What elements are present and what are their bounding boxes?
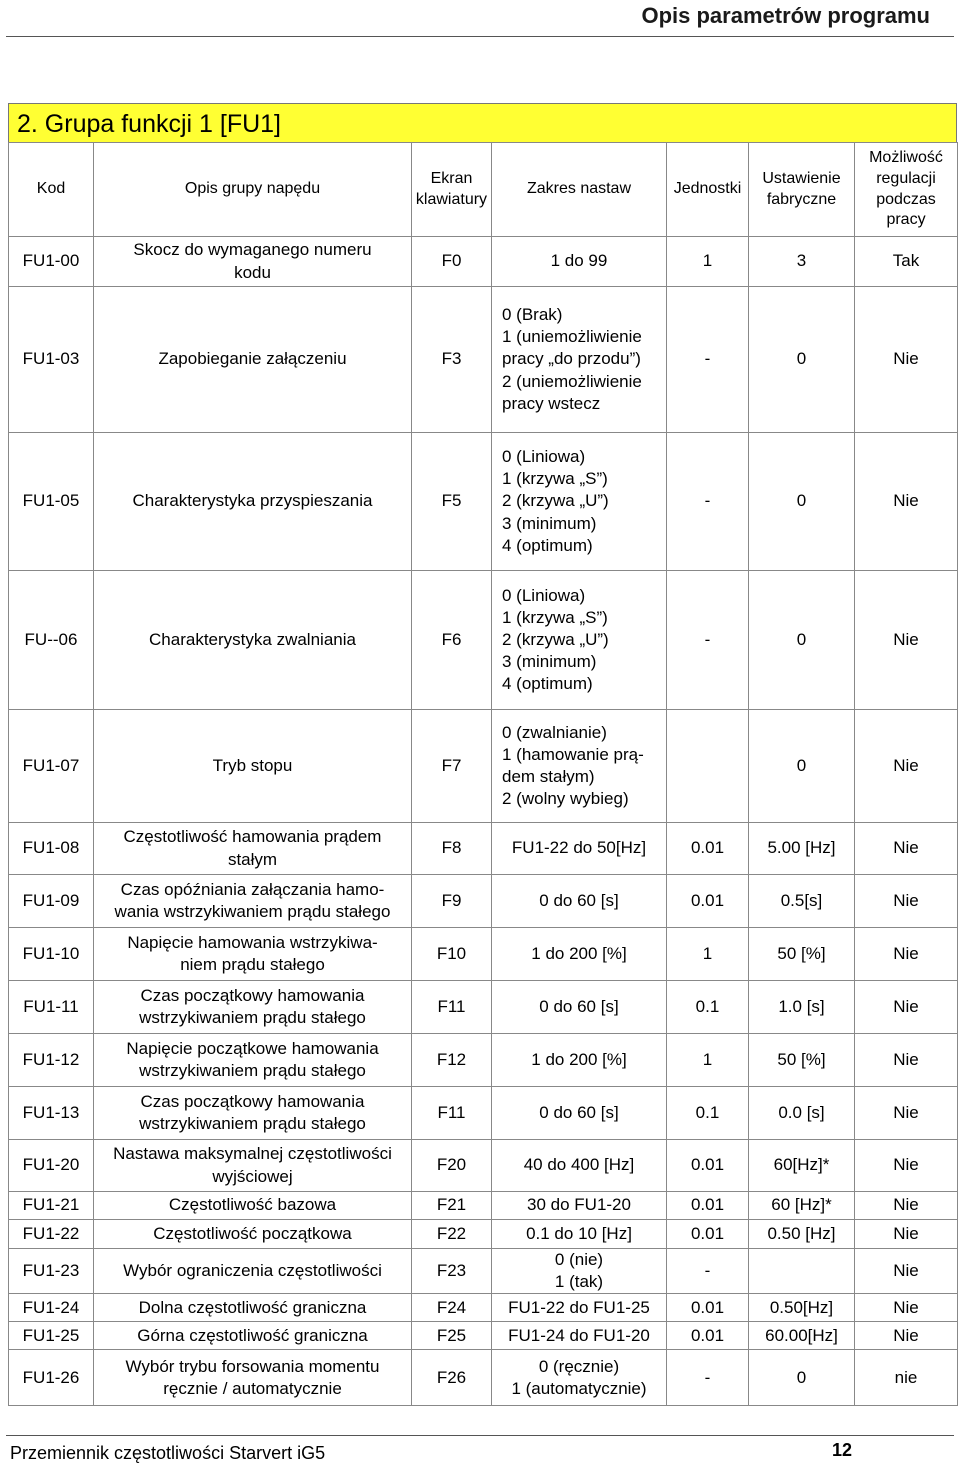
table-row — [9, 433, 958, 571]
cell-keypad: F5 — [412, 433, 492, 571]
cell-keypad: F21 — [412, 1192, 492, 1220]
page-title: Opis parametrów programu — [641, 3, 930, 28]
cell-line: Wybór trybu forsowania momentu — [125, 1356, 380, 1376]
cell-keypad: F3 — [412, 287, 492, 433]
cell-adjust: Nie — [855, 823, 958, 875]
cell-code: FU1-25 — [9, 1322, 94, 1350]
header-range: Zakres nastaw — [492, 143, 667, 237]
cell-desc — [94, 1220, 412, 1249]
cell-adjust: Nie — [855, 928, 958, 981]
table-header-row — [9, 143, 958, 237]
cell-keypad: F25 — [412, 1322, 492, 1350]
cell-range — [492, 1220, 667, 1249]
cell-line: pracy — [886, 211, 926, 229]
cell-keypad: F26 — [412, 1350, 492, 1406]
cell-line: podczas — [876, 190, 936, 208]
cell-unit: - — [667, 1249, 749, 1294]
footer-rule — [6, 1435, 954, 1436]
cell-line: 0.1 do 10 [Hz] — [526, 1223, 632, 1243]
cell-range — [492, 1350, 667, 1406]
cell-desc — [94, 875, 412, 928]
header-rule — [6, 36, 954, 37]
cell-desc — [94, 1249, 412, 1294]
cell-desc — [94, 571, 412, 710]
cell-range — [492, 710, 667, 823]
cell-adjust: Nie — [855, 1249, 958, 1294]
cell-line: dem stałym) — [502, 767, 595, 786]
cell-line: Charakterystyka przyspieszania — [132, 491, 373, 511]
cell-desc — [94, 433, 412, 571]
cell-line: wstrzykiwaniem prądu stałego — [139, 1061, 366, 1080]
cell-code: FU1-13 — [9, 1087, 94, 1140]
cell-line: 2 (uniemożliwienie — [502, 371, 642, 391]
cell-line: 1 do 99 — [550, 251, 608, 271]
cell-keypad: F7 — [412, 710, 492, 823]
table-row — [9, 875, 958, 928]
cell-line: 0 (Liniowa) — [502, 447, 586, 467]
cell-code: FU1-24 — [9, 1294, 94, 1322]
cell-keypad: F20 — [412, 1140, 492, 1192]
cell-range — [492, 433, 667, 571]
cell-adjust: Nie — [855, 981, 958, 1034]
cell-line: Częstotliwość początkowa — [153, 1223, 352, 1243]
cell-default: 0.5[s] — [749, 875, 855, 928]
cell-code: FU1-12 — [9, 1034, 94, 1087]
header-keypad — [412, 143, 492, 237]
cell-code: FU1-21 — [9, 1192, 94, 1220]
cell-line: Nastawa maksymalnej częstotliwości — [113, 1144, 392, 1164]
cell-line: 1 (krzywa „S”) — [502, 607, 608, 627]
cell-line: Częstotliwość hamowania prądem — [123, 827, 382, 847]
cell-default: 3 — [749, 237, 855, 287]
cell-line: 2 (krzywa „U”) — [502, 491, 609, 511]
header-unit: Jednostki — [667, 143, 749, 237]
cell-line: FU1-22 do FU1-25 — [508, 1297, 650, 1317]
cell-range — [492, 928, 667, 981]
section-title: 2. Grupa funkcji 1 [FU1] — [17, 110, 282, 138]
table-row — [9, 823, 958, 875]
cell-default: 0 — [749, 1350, 855, 1406]
cell-default: 0 — [749, 710, 855, 823]
cell-desc — [94, 1294, 412, 1322]
cell-range — [492, 1087, 667, 1140]
cell-range — [492, 875, 667, 928]
cell-code: FU1-20 — [9, 1140, 94, 1192]
cell-line: 1 do 200 [%] — [531, 943, 627, 963]
cell-unit: 0.1 — [667, 1087, 749, 1140]
cell-line: pracy „do przodu”) — [502, 349, 641, 369]
cell-line: 2 (krzywa „U”) — [502, 629, 609, 649]
table-row — [9, 928, 958, 981]
cell-keypad: F23 — [412, 1249, 492, 1294]
cell-unit: 1 — [667, 1034, 749, 1087]
cell-code: FU--06 — [9, 571, 94, 710]
cell-keypad: F9 — [412, 875, 492, 928]
cell-desc — [94, 928, 412, 981]
cell-adjust: Tak — [855, 237, 958, 287]
table-row — [9, 1350, 958, 1406]
cell-range — [492, 1322, 667, 1350]
cell-default: 50 [%] — [749, 928, 855, 981]
cell-adjust: Nie — [855, 1034, 958, 1087]
header-adjust — [855, 143, 958, 237]
cell-unit: 1 — [667, 928, 749, 981]
table-row — [9, 1192, 958, 1220]
cell-default: 5.00 [Hz] — [749, 823, 855, 875]
cell-default: 0.50 [Hz] — [749, 1220, 855, 1249]
cell-line: wyjściowej — [212, 1166, 293, 1186]
cell-keypad: F12 — [412, 1034, 492, 1087]
cell-adjust: Nie — [855, 1087, 958, 1140]
cell-line: klawiatury — [415, 190, 488, 208]
cell-line: Skocz do wymaganego numeru — [133, 240, 372, 260]
cell-keypad: F22 — [412, 1220, 492, 1249]
cell-desc — [94, 287, 412, 433]
cell-line: Czas początkowy hamowania — [140, 985, 365, 1005]
cell-range — [492, 1192, 667, 1220]
cell-adjust: Nie — [855, 875, 958, 928]
cell-line: pracy wstecz — [502, 393, 601, 413]
table-row — [9, 1294, 958, 1322]
table-row — [9, 1322, 958, 1350]
cell-keypad: F10 — [412, 928, 492, 981]
cell-range — [492, 237, 667, 287]
cell-code: FU1-08 — [9, 823, 94, 875]
cell-line: 1 (hamowanie prą- — [502, 744, 644, 764]
table-row — [9, 287, 958, 433]
cell-adjust: Nie — [855, 710, 958, 823]
cell-range — [492, 1140, 667, 1192]
table-row — [9, 1220, 958, 1249]
table-row — [9, 237, 958, 287]
cell-unit: 1 — [667, 237, 749, 287]
cell-keypad: F8 — [412, 823, 492, 875]
cell-code: FU1-03 — [9, 287, 94, 433]
cell-line: wania wstrzykiwaniem prądu stałego — [114, 902, 391, 921]
cell-unit: 0.01 — [667, 1220, 749, 1249]
cell-line: 1 (automatycznie) — [511, 1378, 647, 1398]
cell-line: 1 do 200 [%] — [531, 1049, 627, 1069]
cell-range — [492, 287, 667, 433]
cell-desc — [94, 1350, 412, 1406]
cell-adjust: nie — [855, 1350, 958, 1406]
cell-default: 0 — [749, 571, 855, 710]
cell-line: 3 (minimum) — [502, 652, 597, 672]
cell-line: 4 (optimum) — [502, 535, 593, 555]
table-row — [9, 981, 958, 1034]
cell-line: 4 (optimum) — [502, 674, 593, 694]
cell-unit: 0.01 — [667, 1192, 749, 1220]
cell-line: 0 (Liniowa) — [502, 585, 586, 605]
header-code: Kod — [9, 143, 94, 237]
cell-line: Częstotliwość bazowa — [168, 1195, 337, 1215]
cell-unit — [667, 710, 749, 823]
cell-line: 2 (wolny wybieg) — [502, 789, 629, 809]
cell-line: Górna częstotliwość graniczna — [137, 1325, 368, 1345]
cell-adjust: Nie — [855, 1220, 958, 1249]
cell-line: 0 (zwalnianie) — [502, 722, 607, 742]
cell-code: FU1-23 — [9, 1249, 94, 1294]
table-row — [9, 571, 958, 710]
cell-unit: 0.1 — [667, 981, 749, 1034]
table-row — [9, 1087, 958, 1140]
footer-model: Przemiennik częstotliwości Starvert iG5 — [10, 1443, 326, 1463]
page-header — [0, 0, 960, 38]
cell-default: 0.50[Hz] — [749, 1294, 855, 1322]
cell-code: FU1-05 — [9, 433, 94, 571]
cell-line: kodu — [234, 262, 271, 282]
cell-line: wstrzykiwaniem prądu stałego — [139, 1114, 366, 1133]
cell-desc — [94, 237, 412, 287]
cell-desc — [94, 1087, 412, 1140]
header-default — [749, 143, 855, 237]
header-desc: Opis grupy napędu — [94, 143, 412, 237]
cell-range — [492, 823, 667, 875]
cell-unit: 0.01 — [667, 1322, 749, 1350]
cell-keypad: F11 — [412, 1087, 492, 1140]
cell-line: 0 do 60 [s] — [539, 890, 619, 910]
cell-line: 0 (ręcznie) — [538, 1356, 620, 1376]
cell-default: 60[Hz]* — [749, 1140, 855, 1192]
cell-range — [492, 1034, 667, 1087]
cell-line: 1 (uniemożliwienie — [502, 327, 642, 347]
page-number: 12 — [831, 1440, 852, 1460]
parameter-table — [8, 142, 958, 1406]
cell-adjust: Nie — [855, 1140, 958, 1192]
section-heading — [8, 103, 957, 143]
cell-unit: 0.01 — [667, 875, 749, 928]
cell-line: Dolna częstotliwość graniczna — [138, 1297, 367, 1317]
cell-code: FU1-26 — [9, 1350, 94, 1406]
cell-adjust: Nie — [855, 433, 958, 571]
cell-line: 1 (krzywa „S”) — [502, 469, 608, 489]
cell-line: Charakterystyka zwalniania — [149, 629, 356, 649]
cell-line: Wybór ograniczenia częstotliwości — [123, 1261, 382, 1281]
cell-desc — [94, 1140, 412, 1192]
cell-unit: 0.01 — [667, 823, 749, 875]
cell-line: 0 do 60 [s] — [539, 1102, 619, 1122]
cell-range — [492, 1294, 667, 1322]
cell-code: FU1-07 — [9, 710, 94, 823]
cell-default: 0.0 [s] — [749, 1087, 855, 1140]
table-row — [9, 1140, 958, 1192]
cell-desc — [94, 710, 412, 823]
cell-line: Możliwość — [869, 148, 943, 166]
cell-line: regulacji — [876, 169, 936, 187]
cell-keypad: F11 — [412, 981, 492, 1034]
cell-keypad: F0 — [412, 237, 492, 287]
cell-unit: - — [667, 1350, 749, 1406]
cell-default: 60 [Hz]* — [749, 1192, 855, 1220]
cell-line: Ustawienie — [762, 169, 841, 187]
cell-default: 60.00[Hz] — [749, 1322, 855, 1350]
cell-line: Czas opóźniania załączania hamo- — [120, 879, 385, 899]
cell-default: 0 — [749, 287, 855, 433]
cell-desc — [94, 1034, 412, 1087]
cell-code: FU1-10 — [9, 928, 94, 981]
table-row — [9, 710, 958, 823]
cell-line: FU1-24 do FU1-20 — [508, 1325, 650, 1345]
cell-range — [492, 981, 667, 1034]
cell-desc — [94, 823, 412, 875]
cell-line: wstrzykiwaniem prądu stałego — [139, 1008, 366, 1027]
cell-default — [749, 1249, 855, 1294]
cell-line: Ekran — [430, 169, 473, 187]
cell-adjust: Nie — [855, 1322, 958, 1350]
cell-adjust: Nie — [855, 1294, 958, 1322]
cell-default: 1.0 [s] — [749, 981, 855, 1034]
page-footer — [0, 1435, 960, 1468]
cell-line: Napięcie początkowe hamowania — [126, 1038, 379, 1058]
cell-adjust: Nie — [855, 571, 958, 710]
cell-adjust: Nie — [855, 287, 958, 433]
cell-unit: 0.01 — [667, 1140, 749, 1192]
cell-unit: 0.01 — [667, 1294, 749, 1322]
cell-line: stałym — [227, 849, 278, 869]
cell-line: FU1-22 do 50[Hz] — [511, 838, 647, 858]
cell-line: 1 (tak) — [554, 1272, 604, 1292]
cell-line: fabryczne — [766, 190, 837, 208]
cell-keypad: F24 — [412, 1294, 492, 1322]
table-row — [9, 1249, 958, 1294]
cell-desc — [94, 981, 412, 1034]
table-row — [9, 1034, 958, 1087]
cell-line: 30 do FU1-20 — [527, 1195, 631, 1215]
cell-adjust: Nie — [855, 1192, 958, 1220]
cell-range — [492, 1249, 667, 1294]
cell-desc — [94, 1322, 412, 1350]
cell-line: Zapobieganie załączeniu — [158, 349, 347, 369]
cell-range — [492, 571, 667, 710]
cell-line: Czas początkowy hamowania — [140, 1091, 365, 1111]
cell-line: 0 (Brak) — [502, 305, 563, 325]
cell-unit: - — [667, 571, 749, 710]
cell-code: FU1-22 — [9, 1220, 94, 1249]
cell-line: 0 do 60 [s] — [539, 996, 619, 1016]
cell-line: 0 (nie) — [554, 1250, 604, 1269]
cell-desc — [94, 1192, 412, 1220]
cell-keypad: F6 — [412, 571, 492, 710]
cell-code: FU1-00 — [9, 237, 94, 287]
cell-unit: - — [667, 287, 749, 433]
cell-line: ręcznie / automatycznie — [163, 1378, 342, 1398]
cell-code: FU1-09 — [9, 875, 94, 928]
cell-default: 0 — [749, 433, 855, 571]
cell-line: Napięcie hamowania wstrzykiwa- — [127, 932, 378, 952]
cell-line: Tryb stopu — [212, 755, 293, 775]
cell-code: FU1-11 — [9, 981, 94, 1034]
cell-line: 3 (minimum) — [502, 513, 597, 533]
cell-default: 50 [%] — [749, 1034, 855, 1087]
cell-line: niem prądu stałego — [180, 955, 325, 974]
cell-line: 40 do 400 [Hz] — [523, 1155, 635, 1175]
cell-unit: - — [667, 433, 749, 571]
